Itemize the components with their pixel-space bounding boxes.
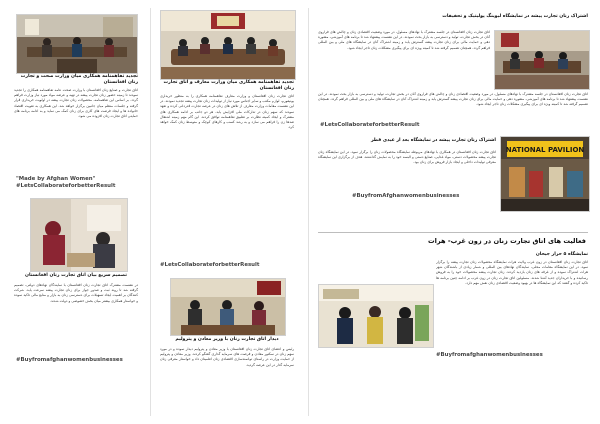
hashtag: #LetsCollaborateforbetterResult — [320, 122, 420, 128]
hashtag: #LetsCollaborateforbetterResult — [160, 262, 260, 268]
banner-rule — [318, 232, 588, 233]
meeting-photo-ministry-health — [16, 14, 138, 74]
meeting-photo-session — [494, 30, 590, 90]
meeting-photo-mines-minister — [170, 278, 286, 336]
article-body: اتاق تجارت زنان افغانستان در همکاری با نهادهای مربوطه نمایشگاه محصولات زنان را برگزار نمود. در این نمایشگاه زنان تجارت پیشه محصولات دستی، مواد غذایی، صنایع دستی و البسه خود را به نمایش گذاشتند. هدف از برگزاری این نمایشگاه معرفی تولیدات داخلی و ایجاد بازار فروش برای زنان بود. — [318, 150, 496, 165]
article-title: تجدید تفاهمنامه همکاری میان وزارت صحت و تجارت زنان افغانستان — [20, 74, 138, 85]
meeting-photo-women — [30, 198, 128, 272]
hashtag: #Buyfromafghanwomenbusinesses — [16, 357, 123, 363]
exhibition-photo-herat — [318, 284, 434, 348]
hashtag: #Buyfromafghanwomenbusinesses — [436, 352, 543, 358]
article-title: نمایشگاه ۵ حراز جیحان — [535, 252, 588, 257]
article-body: در نشست مشترک اتاق تجارت زنان افغانستان با نمایندگان نهادهای دولتی، تصمیم گرفته شد تا روند ثبت و صدور جواز برای زنان تجارت پیشه سرعت یابد. شرکت کنندگان بر اهمیت ایجاد تسهیلات برای دسترسی زنان به بازار و منابع مالی تاکید نموده و خواستار همکاری بیشتر میان بخش خصوصی و دولت شدند. — [14, 283, 138, 303]
article-body: اتاق تجارت زنان افغانستان و وزارت معارف تفاهمنامه همکاری را به منظور خریداری یونیفورم، لوازم مکتب و سایر اجناس مورد نیاز از تولیدات زنان تجارت پیشه تجدید نمودند. در این نشست مقامات وزارت معارف از تلاش های زنان در عرصه تجارت قدردانی کرده و تعهد نمودند که سهم زنان در تدارکات ملی افزایش یابد. هر دو جانب بر ادامه همکاری های مشترک و ایجاد کمیته نظارت بر تطبیق تفاهمنامه توافق کردند. این گام مهم زمینه اشتغال صدها زن را فراهم می سازد و به رشد کسب و کارهای کوچک و متوسط زنان کمک خواهد کرد. — [160, 94, 294, 130]
article-body: رئیس و اعضای اتاق تجارت زنان افغانستان با وزیر معادن و پترولیم دیدار نموده و در مورد سهم زنان در سکتور معادن و فرصت های سرمایه گذاری گفتگو کردند. وزیر معادن و پترولیم از حمایت وزارت در راستای توانمندسازی اقتصادی زنان اطمینان داد و خواستار معرفی زنان سرمایه گذار در این عرصه گردید. — [160, 347, 294, 367]
article-body: اتاق تجارت زنان افغانستان در زون غرب ولایت هرات نمایشگاه محصولات زنان تجارت پیشه را برگزار نمود. در این نمایشگاه مقامات محلی، نمایندگان نهادهای بین المللی و شمار زیادی از باشندگان شهر هرات اشتراک نموده و از غرفه های زنان بازدید کردند. زنان تجارت پیشه محصولات خود را به فروش رسانیده و با خریداران جدید آشنا شدند. مسئولین اتاق تجارت زنان در زون غرب بر ادامه چنین برنامه ها تاکید کرده و گفتند که این نمایشگاه ها در بهبود وضعیت اقتصادی زنان نقش مهم دارد. — [436, 260, 588, 285]
section-banner-title: فعالیت های اتاق تجارت زنان در زون غرب- هرات — [428, 237, 586, 245]
article-body: اتاق تجارت زنان افغانستان در جلسه مشترک با نهادهای مسئول، در مورد وضعیت اقتصادی زنان و چالش های فراروی آنان در بخش تجارت، تولید و دسترسی به بازار بحث نمودند. در این نشست پیشنهاد شد تا برنامه های آموزشی، مشوره دهی و حمایت مالی برای زنان تجارت پیشه گسترش یابد و زمینه اشتراک آنان در نمایشگاه های ملی و بین المللی فراهم گردد. همچنان تصمیم گرفته شد تا کمیته ویژه ای برای پیگیری مشکلات زنان تاجر ایجاد شود. — [318, 30, 490, 50]
article-title: اشتراک زنان تجارت پیشه در نمایشگاه بعد از عیدی فطر — [370, 138, 496, 143]
article-body: اتاق تجارت و صنایع زنان افغانستان با وزارت صحت عامه تفاهمنامه همکاری را تجدید نمودند تا زمینه حضور زنان تجارت پیشه در تهیه و عرضه مواد مورد نیاز وزارت فراهم گردد. بر اساس این تفاهمنامه، محصولات زنان تجارت پیشه در اولویت خریداری قرار گرفته و جلسات منظم میان جانبین برگزار خواهد شد. این همکاری به تقویت اقتصاد خانواده ها و ایجاد فرصت های کاری برای زنان کمک می نماید و به ادامه برنامه های حمایتی اتاق تجارت زنان افزوده می شود. — [14, 88, 138, 119]
hashtag: #LetsCollaborateforbetterResult — [16, 183, 116, 189]
article-body-continued: اتاق تجارت زنان افغانستان در جلسه مشترک با نهادهای مسئول، در مورد وضعیت اقتصادی زنان و چالش های فراروی آنان در بخش تجارت، تولید و دسترسی به بازار بحث نمودند. در این نشست پیشنهاد شد تا برنامه های آموزشی، مشوره دهی و حمایت مالی برای زنان تجارت پیشه گسترش یابد و زمینه اشتراک آنان در نمایشگاه های ملی و بین المللی فراهم گردد. همچنان تصمیم گرفته شد تا کمیته ویژه ای برای پیگیری مشکلات زنان تاجر ایجاد شود. — [318, 92, 588, 107]
slogan-text: "Made by Afghan Women" — [16, 176, 96, 182]
column-divider — [308, 8, 309, 416]
meeting-photo-ministry-education — [160, 10, 296, 80]
article-title: دیدار اتاق تجارت زنان با وزیر معادن و پترولیم — [175, 337, 279, 342]
article-title: تجدید تفاهمنامه همکاری میان وزارت معارف و اتاق تجارت زنان افغانستان — [163, 80, 294, 91]
article-title: تصمیم سریع بیان اتاق تجارت زنان افغانستان — [25, 273, 127, 278]
exhibition-photo-national-pavilion — [500, 136, 590, 212]
hashtag: #BuyfromAfghanwomenbusinesses — [352, 193, 460, 199]
pavilion-sign-text: NATIONAL PAVILION — [505, 146, 585, 154]
article-title: اشتراک زنان تجارت پیشه در نمایشگاه لیوینگ پولیتیک و تحقیقات — [442, 14, 588, 19]
